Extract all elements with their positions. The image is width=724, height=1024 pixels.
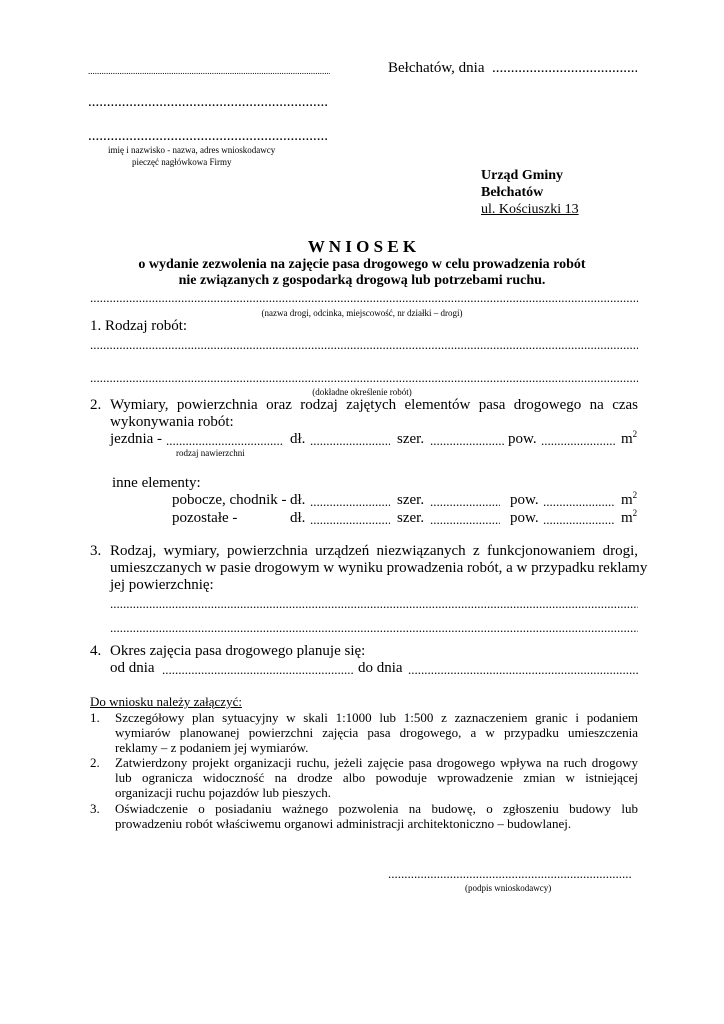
- date-dots: [492, 60, 637, 77]
- pozostale-szer-label: szer.: [397, 510, 425, 526]
- pozostale-label: pozostałe -: [172, 510, 238, 526]
- city-date-label: Bełchatów, dnia: [388, 60, 485, 76]
- section-3-dots-2: [110, 620, 638, 636]
- section-1-caption: (dokładne określenie robót): [312, 387, 412, 397]
- pozostale-dl-dots: [310, 512, 390, 528]
- applicant-caption-1: imię i nazwisko - nazwa, adres wnioskodawcy: [108, 145, 276, 155]
- jezdnia-dl-label: dł.: [290, 431, 306, 447]
- jezdnia-pow-dots: [541, 433, 615, 449]
- attachment-1-line-3: reklamy – z podaniem jej wymiarów.: [115, 740, 309, 755]
- section-3-number: 3.: [90, 543, 102, 559]
- section-3-line-3: jej powierzchnię:: [110, 577, 214, 593]
- jezdnia-surface-dots: [166, 433, 284, 449]
- jezdnia-row: [110, 431, 162, 448]
- jezdnia-label: jezdnia -: [110, 431, 163, 447]
- section-1-dots-2: [90, 370, 638, 386]
- jezdnia-dl-dots: [310, 433, 390, 449]
- od-dnia-dots: [162, 662, 354, 678]
- attachment-1-number: 1.: [90, 710, 100, 725]
- section-4-number: 4.: [90, 643, 102, 659]
- road-caption: (nazwa drogi, odcinka, miejscowość, nr działki – drogi): [261, 308, 463, 318]
- attachments-heading: Do wniosku należy załączyć:: [90, 694, 242, 709]
- section-2-line-2: wykonywania robót:: [110, 414, 234, 430]
- signature-caption: (podpis wnioskodawcy): [465, 883, 552, 893]
- recipient-line-1: Urząd Gminy: [481, 168, 564, 183]
- attachment-3-number: 3.: [90, 801, 100, 816]
- applicant-dots-line-1: [88, 66, 330, 76]
- pobocze-unit: $m^2$: [621, 490, 638, 508]
- jezdnia-szer-dots: [430, 433, 504, 449]
- section-2-line-1: Wymiary, powierzchnia oraz rodzaj zajętych elementów pasa drogowego na czas: [110, 397, 638, 413]
- section-3-line-2: umieszczanych w pasie drogowym w wyniku prowadzenia robót, a w przypadku reklamy: [110, 560, 648, 576]
- pobocze-dl-dots: [310, 494, 390, 510]
- section-2-number: 2.: [90, 397, 102, 413]
- attachment-2-line-3: organizacji ruchu pojazdów lub pieszych.: [115, 785, 331, 800]
- od-dnia-label: od dnia: [110, 660, 155, 676]
- attachment-2-line-2: lub ogranicza widoczność na drodze albo powoduje wprowadzenie zmian w istniejącej: [115, 770, 638, 785]
- pobocze-pow-dots: [543, 494, 615, 510]
- section-1-dots-1: [90, 337, 638, 353]
- section-1-label: 1. Rodzaj robót:: [90, 318, 188, 334]
- attachment-3-line-1: Oświadczenie o posiadaniu ważnego pozwolenia na budowę, o zgłoszeniu budowy lub: [115, 801, 638, 816]
- do-dnia-label: do dnia: [358, 660, 403, 676]
- pozostale-szer-dots: [430, 512, 500, 528]
- document-title: W N I O S E K: [307, 237, 417, 256]
- attachment-1-line-2: wymiarów planowanej powierzchni zajęcia pasa drogowego, a w przypadku umieszczenia: [115, 725, 638, 740]
- jezdnia-szer-label: szer.: [397, 431, 425, 447]
- surface-caption: rodzaj nawierzchni: [176, 448, 245, 458]
- other-elements-label: inne elementy:: [112, 475, 201, 491]
- document-subtitle-1: o wydanie zezwolenia na zajęcie pasa drogowego w celu prowadzenia robót: [138, 257, 586, 272]
- pobocze-szer-label: szer.: [397, 492, 425, 508]
- do-dnia-dots: [408, 662, 638, 678]
- attachment-1-line-1: Szczegółowy plan sytuacyjny w skali 1:1000 lub 1:500 z zaznaczeniem granic i podaniem: [115, 710, 638, 725]
- attachment-3-line-2: prowadzeniu robót właściwemu organowi administracji architektoniczno – budowlanej.: [115, 816, 572, 831]
- pozostale-unit: $m^2$: [621, 508, 638, 526]
- recipient-line-3: ul. Kościuszki 13: [481, 202, 579, 217]
- road-dots: [90, 290, 638, 306]
- jezdnia-unit: $m^2$: [621, 429, 638, 447]
- pozostale-pow-label: pow.: [510, 510, 539, 526]
- jezdnia-pow-label: pow.: [508, 431, 537, 447]
- applicant-dots-line-2: [88, 94, 328, 111]
- pozostale-pow-dots: [543, 512, 615, 528]
- document-subtitle-2: nie związanych z gospodarką drogową lub potrzebami ruchu.: [178, 273, 546, 288]
- section-4-line-1: Okres zajęcia pasa drogowego planuje się:: [110, 643, 366, 659]
- pobocze-dl-label: dł.: [290, 492, 306, 508]
- attachment-2-line-1: Zatwierdzony projekt organizacji ruchu, jeżeli zajęcie pasa drogowego wpływa na ruch drogowy: [115, 755, 638, 770]
- signature-dots: [388, 866, 632, 882]
- section-3-dots-1: [110, 596, 638, 612]
- pozostale-dl-label: dł.: [290, 510, 306, 526]
- attachment-2-number: 2.: [90, 755, 100, 770]
- section-3-line-1: Rodzaj, wymiary, powierzchnia urządzeń niezwiązanych z funkcjonowaniem drogi,: [110, 543, 638, 559]
- pobocze-label: pobocze, chodnik -: [172, 492, 287, 508]
- recipient-line-2: Bełchatów: [481, 185, 544, 200]
- pobocze-pow-label: pow.: [510, 492, 539, 508]
- applicant-caption-2: pieczęć nagłówkowa Firmy: [132, 157, 232, 167]
- applicant-dots-line-3: [88, 128, 328, 145]
- pobocze-szer-dots: [430, 494, 500, 510]
